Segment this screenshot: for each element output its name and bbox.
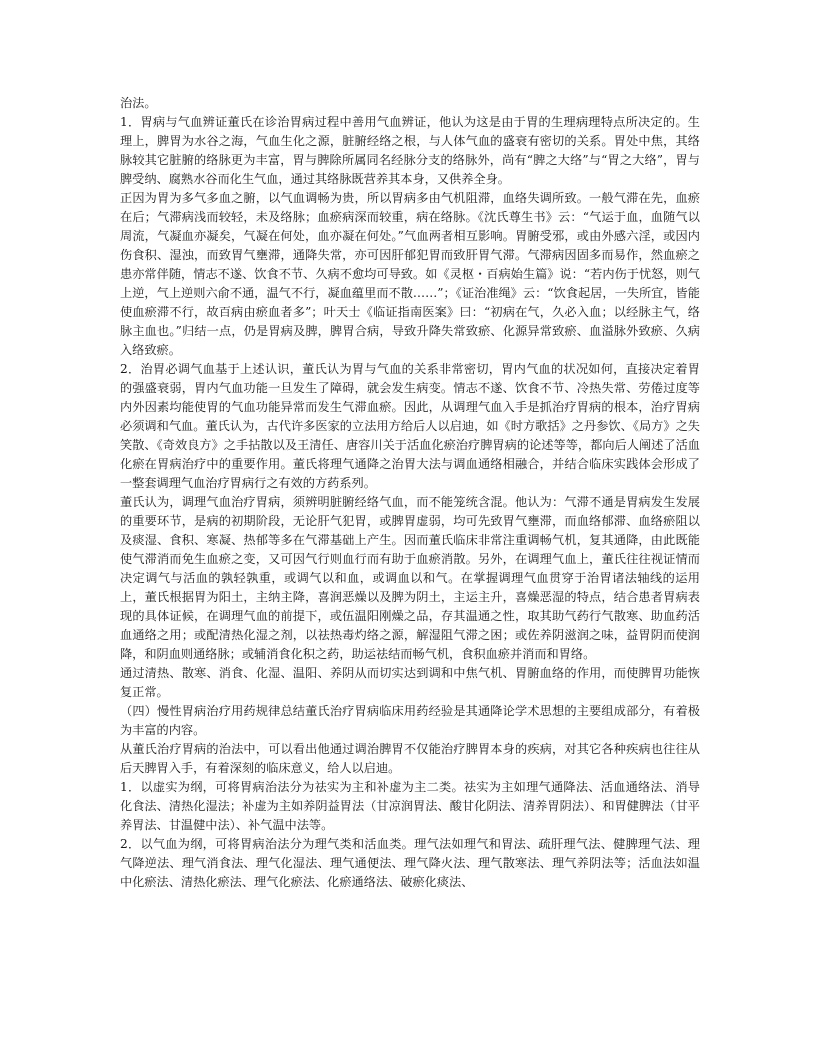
paragraph-deficiency-excess: 1．以虚实为纲，可将胃病治法分为祛实为主和补虚为主二类。祛实为主如理气通降法、活血通络法、消导化食法、清热化湿法；补虚为主如养阴益胃法（甘凉润胃法、酸甘化阴法、清养胃阴法）、和胃健脾法（甘平养胃法、甘温健中法）、补气温中法等。 [120,780,700,832]
paragraph-section-four: （四）慢性胃病治疗用药规律总结董氏治疗胃病临床用药经验是其通降论学术思想的主要组成部分，有着极为丰富的内容。 [120,704,700,737]
paragraph-differentiate-organs: 董氏认为，调理气血治疗胃病，须辨明脏腑经络气血，而不能笼统含混。他认为：气滞不通是胃病发生发展的重要环节，是病的初期阶段，无论肝气犯胃，或脾胃虚弱，均可先致胃气壅滞，而血络郁滞、血络瘀阻以及痰湿、食积、寒凝、热郁等多在气滞基础上产生。因而董氏临床非常注重调畅气机，复其通降，由此既能使气滞消而免生血瘀之变，又可因气行则血行而有助于血瘀消散。另外，在调理气血上，董氏往往视证情而决定调气与活血的孰轻孰重，或调气以和血，或调血以和气。在掌握调理气血贯穿于治胃诸法轴线的运用上，董氏根据胃为阳土，主纳主降，喜润恶燥以及脾为阴土，主运主升，喜燥恶湿的特点，结合患者胃病表现的具体证候，在调理气血的前提下，或伍温阳刚燥之品，存其温通之性，取其助气药行气散寒、助血药活血通络之用；或配清热化湿之剂，以祛热毒灼络之源，解湿阻气滞之困；或佐养阴滋润之味，益胃阴而使润降，和阴血则通络脉；或辅消食化积之药，助运祛结而畅气机，食积血瘀并消而和胃络。 [120,495,700,661]
document-body [120,94,700,892]
paragraph-restore-function: 通过清热、散寒、消食、化湿、温阳、养阴从而切实达到调和中焦气机、胃腑血络的作用，而使脾胃功能恢复正常。 [120,666,700,699]
paragraph-qi-stagnation-blood-stasis: 正因为胃为多气多血之腑，以气血调畅为贵，所以胃病多由气机阻滞，血络失调所致。一般气滞在先，血瘀在后；气滞病浅而较轻，未及络脉；血瘀病深而较重，病在络脉。《沈氏尊生书》云：“气运于血，血随气以周流，气凝血亦凝矣，气凝在何处，血亦凝在何处。”气血两者相互影响。胃腑受邪，或由外感六淫，或因内伤食积、湿浊，而致胃气壅滞，通降失常，亦可因肝郁犯胃而致肝胃气滞。气滞病因固多而易作，然血瘀之患亦常伴随，情志不遂、饮食不节、久病不愈均可导致。如《灵枢・百病始生篇》说：“若内伤于忧怒，则气上逆，气上逆则六俞不通，温气不行，凝血蕴里而不散……”；《证治准绳》云：“饮食起居，一失所宜，皆能使血瘀滞不行，故百病由瘀血者多”；叶天士《临证指南医案》曰：“初病在气，久必入血；以经脉主气，络脉主血也。”归结一点，仍是胃病及脾，脾胃合病，导致升降失常致瘀、化源异常致瘀、血溢脉外致瘀、久病入络致瘀。 [120,191,700,357]
paragraph-qi-blood-differentiation: 1．胃病与气血辨证董氏在诊治胃病过程中善用气血辨证，他认为这是由于胃的生理病理特点所决定的。生理上，脾胃为水谷之海，气血生化之源，脏腑经络之根，与人体气血的盛衰有密切的关系。胃处中焦，其络脉较其它脏腑的络脉更为丰富，胃与脾除所属同名经脉分支的络脉外，尚有“脾之大络”与“胃之大络”，胃与脾受纳、腐熟水谷而化生气血，通过其络脉既营养其本身，又供养全身。 [120,115,700,186]
paragraph-treatment-end: 治法。 [120,96,157,110]
paragraph-clinical-significance: 从董氏治疗胃病的治法中，可以看出他通过调治脾胃不仅能治疗脾胃本身的疾病，对其它各种疾病也往往从后天脾胃入手，有着深刻的临床意义，给人以启迪。 [120,742,700,775]
paragraph-qi-blood-categories: 2．以气血为纲，可将胃病治法分为理气类和活血类。理气法如理气和胃法、疏肝理气法、健脾理气法、理气降逆法、理气消食法、理气化湿法、理气通便法、理气降火法、理气散寒法、理气养阴法等；活血法如温中化瘀法、清热化瘀法、理气化瘀法、化瘀通络法、破瘀化痰法、 [120,837,700,889]
paragraph-regulate-qi-blood: 2．治胃必调气血基于上述认识，董氏认为胃与气血的关系非常密切，胃内气血的状况如何，直接决定着胃的强盛衰弱，胃内气血功能一旦发生了障碍，就会发生病变。情志不遂、饮食不节、冷热失常、劳倦过度等内外因素均能使胃的气血功能异常而发生气滞血瘀。因此，从调理气血入手是抓治疗胃病的根本，治疗胃病必须调和气血。董氏认为，古代许多医家的立法用方给后人以启迪，如《时方歌括》之丹参饮、《局方》之失笑散、《奇效良方》之手拈散以及王清任、唐容川关于活血化瘀治疗脾胃病的论述等等，都向后人阐述了活血化瘀在胃病治疗中的重要作用。董氏将理气通降之治胃大法与调血通络相融合，并结合临床实践体会形成了一整套调理气血治疗胃病行之有效的方药系列。 [120,362,700,490]
